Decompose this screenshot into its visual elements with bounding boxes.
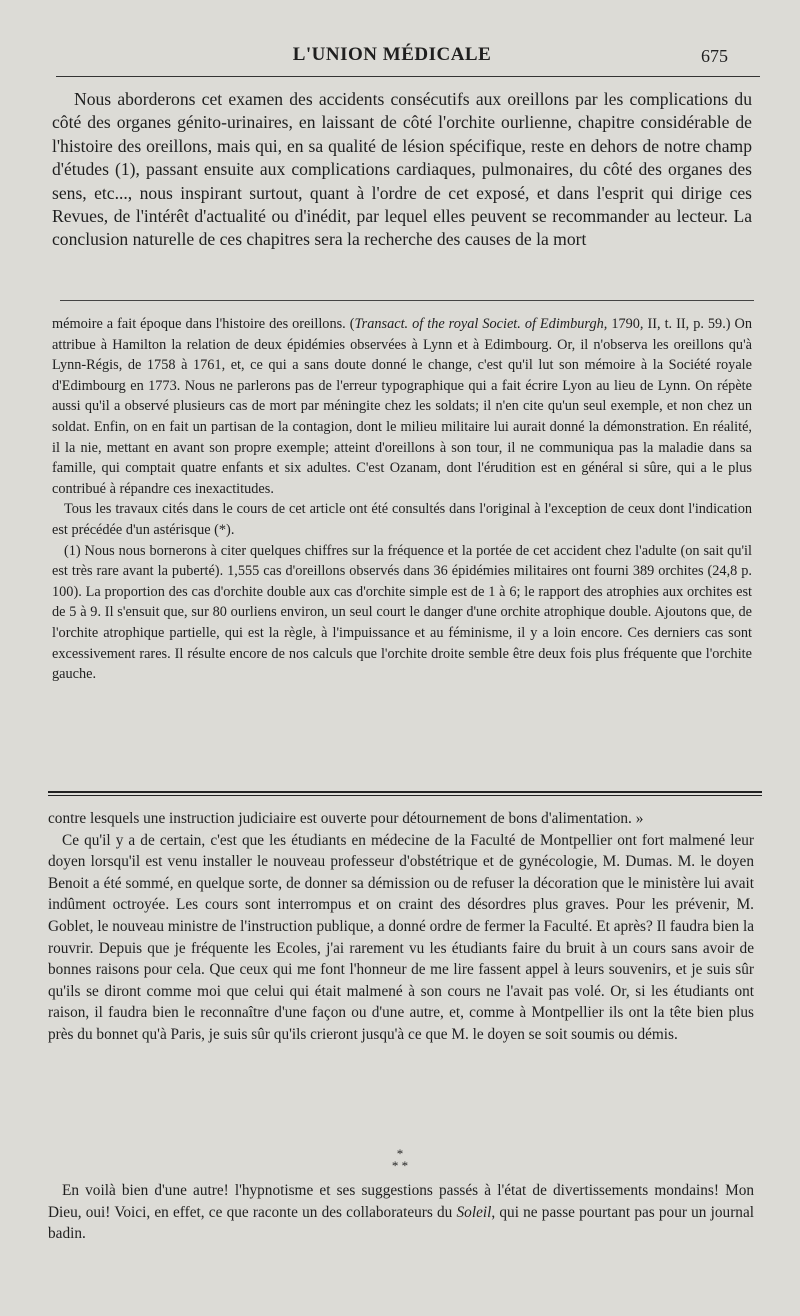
footnotes	[52, 314, 752, 685]
footnote-sources-note: Tous les travaux cités dans le cours de cet article ont été consultés dans l'original à l'exception de ceux dont l'indication est précédée d'un astérisque (*).	[52, 501, 752, 538]
header-rule	[56, 76, 760, 77]
section-double-rule	[48, 791, 762, 796]
page-number: 675	[701, 46, 728, 66]
body-paragraph: Nous aborderons cet examen des accidents consécutifs aux oreillons par les complications du côté des organes génito-urinaires, en laissant de côté l'orchite ourlienne, chapitre considérable de l'histoire des oreillons, mais qui, en sa qualité de lésion spécifique, reste en dehors de notre champ d'études (1), passant ensuite aux complications cardiaques, pulmonaires, du côté des organes des sens, etc..., nous inspirant surtout, quant à l'ordre de cet exposé, et dans l'esprit qui dirige ces Revues, de l'intérêt d'actualité ou d'inédit, par lequel elles peuvent se recommander au lecteur. La conclusion naturelle de ces chapitres sera la recherche des causes de la mort	[52, 89, 752, 250]
footnote-continued-after: 1790, II, t. II, p. 59.) On attribue à Hamilton la relation de deux épidémies observées à Lynn et à Edimbourg. Or, il n'observa les oreillons qu'à Lynn-Régis, de 1758 à 1761, et, ce qui a sans doute donné le change, c'est qu'il lut son mémoire à la Société royale d'Edimbourg en 1773. Nous ne parlerons pas de l'erreur typographique qui a fait écrire Lyon au lieu de Lynn. On répète aussi qu'il a observé plusieurs cas de mort par méningite chez les soldats; il n'en cite qu'un seul exemple, et non chez un soldat. Enfin, on en fait un partisan de la contagion, dont le milieu militaire lui aurait donné la démonstration. En réalité, il la nie, mettant en avant son propre exemple; atteint d'oreillons à son tour, il ne communiqua pas la maladie dans sa famille, qui comptait quatre enfants et six adultes. C'est Ozanam, dont l'érudition est en général si sûre, qui a le plus contribué à répandre ces inexactitudes.	[52, 316, 752, 497]
footnote-citation: Transact. of the royal Societ. of Edimburgh,	[354, 316, 608, 332]
closing-text	[48, 1180, 754, 1245]
closing-paragraph	[48, 1180, 754, 1245]
footnote-1: (1) Nous nous bornerons à citer quelques chiffres sur la fréquence et la portée de cet accident chez l'adulte (on sait qu'il est très rare avant la puberté). 1,555 cas d'oreillons observés dans 36 épidémies militaires ont fourni 389 orchites (24,8 p. 100). La proportion des cas d'orchite double aux cas d'orchite simple est de 1 à 6; le rapport des atrophies aux orchites est de 5 à 9. Il s'ensuit que, sur 80 ourliens environ, un seul court le danger d'une orchite atrophique double. Ajoutons que, de l'orchite atrophique partielle, qui est la règle, à l'impuissance et au féminisme, il y a loin encore. Ces derniers cas sont excessivement rares. Il résulte encore de nos calculs que l'orchite droite semble être deux fois plus fréquente que l'orchite gauche.	[52, 542, 752, 683]
footnote-continued	[52, 314, 752, 499]
closing-after: , qui ne passe pourtant pas pour un journal badin.	[48, 1203, 754, 1243]
chronicle-paragraph-1: contre lesquels une instruction judiciaire est ouverte pour détournement de bons d'alimentation. »	[48, 810, 644, 827]
footnote-rule	[60, 300, 754, 301]
footnote-continued-before: mémoire a fait époque dans l'histoire des oreillons. (	[52, 316, 355, 332]
asterism-divider: * * *	[391, 1146, 409, 1173]
chronicle-text	[48, 808, 754, 1046]
journal-name: Soleil	[456, 1203, 492, 1221]
closing-before: En voilà bien d'une autre! l'hypnotisme et ses suggestions passés à l'état de divertissements mondains! Mon Dieu, oui! Voici, en effet, ce que raconte un des collaborateurs du	[48, 1182, 754, 1221]
page-header	[56, 44, 728, 74]
running-title: L'UNION MÉDICALE	[292, 44, 492, 65]
main-text	[52, 88, 752, 252]
chronicle-paragraph-2: Ce qu'il y a de certain, c'est que les étudiants en médecine de la Faculté de Montpellier ont fort malmené leur doyen lorsqu'il est venu installer le nouveau professeur d'obstétrique et de gynécologie, M. Dumas. M. le doyen Benoit a été sommé, en quelque sorte, de donner sa démission ou de refuser la décoration que le ministère lui avait indûment octroyée. Les cours sont interrompus et on craint des désordres plus graves. Pour les prévenir, M. Goblet, le nouveau ministre de l'instruction publique, a donné ordre de fermer la Faculté. Et après? Il faudra bien la rouvrir. Depuis que je fréquente les Ecoles, j'ai rarement vu les étudiants faire du bruit à un cours sans avoir de bonnes raisons pour cela. Que ceux qui me font l'honneur de me lire fassent appel à leurs souvenirs, et je suis sûr qu'ils se diront comme moi que celui qui était malmené à son cours ne l'avait pas volé. Or, si les étudiants ont raison, il faudra bien le reconnaître d'une façon ou d'une autre, et, comme à Montpellier ils ont la tête bien plus près du bonnet qu'à Paris, je suis sûr qu'ils crieront jusqu'à ce que M. le doyen se soit soumis ou démis.	[48, 831, 754, 1043]
